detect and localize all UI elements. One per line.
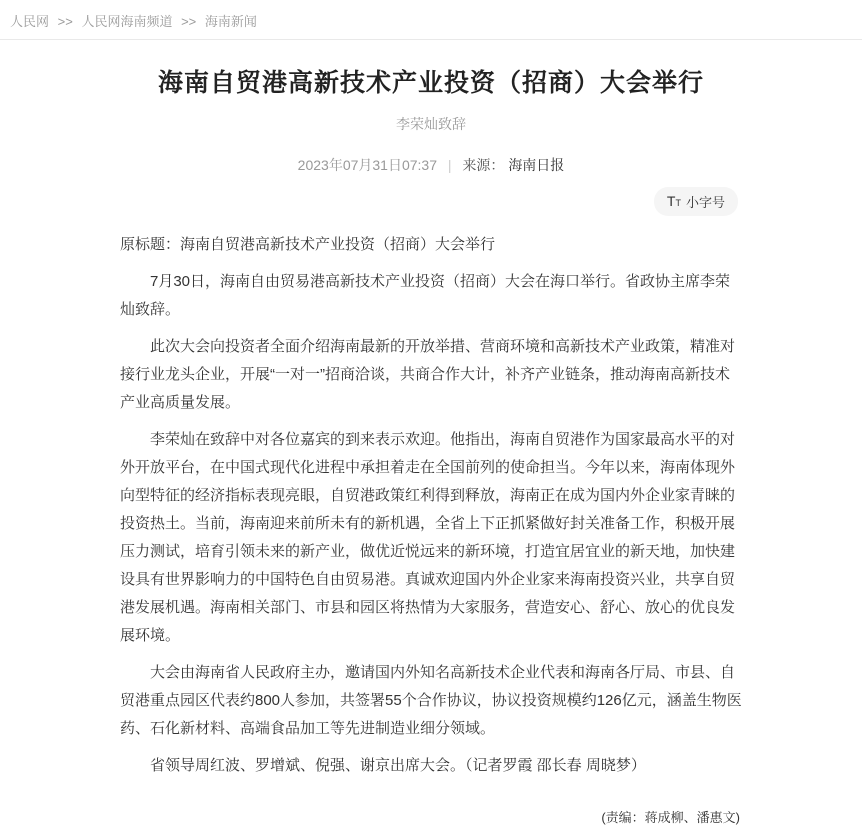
source-link[interactable]: 海南日报	[508, 156, 565, 173]
breadcrumb-separator: >>	[57, 14, 73, 29]
font-size-icon: TT	[666, 193, 681, 209]
publish-date: 2023年07月31日07:37	[297, 156, 437, 173]
paragraph: 7月30日，海南自由贸易港高新技术产业投资（招商）大会在海口举行。省政协主席李荣灿致辞。	[120, 272, 731, 318]
paragraph: 省领导周红波、罗增斌、倪强、谢京出席大会。（记者罗霞 邵长春 周晓梦）	[150, 756, 646, 774]
paragraph: 大会由海南省人民政府主办，邀请国内外知名高新技术企业代表和海南各厅局、市县、自贸港重点园区代表约800人参加，共签署55个合作协议，协议投资规模约126亿元，涵盖生物医药、石化新材料、高端食品加工等先进制造业细分领域。	[120, 663, 742, 737]
breadcrumb-link-hainan-channel[interactable]: 人民网海南频道	[81, 14, 173, 29]
article-container	[120, 67, 742, 826]
article-meta	[120, 155, 742, 175]
paragraph: 此次大会向投资者全面介绍海南最新的开放举措、营商环境和高新技术产业政策，精准对接行业龙头企业，开展“一对一”招商洽谈，共商合作大计，补齐产业链条，推动海南高新技术产业高质量发展。	[120, 337, 736, 411]
breadcrumb-link-hainan-news[interactable]: 海南新闻	[204, 14, 257, 29]
font-size-label: 小字号	[685, 194, 725, 210]
original-title: 原标题：海南自贸港高新技术产业投资（招商）大会举行	[120, 235, 496, 253]
breadcrumb-separator: >>	[181, 14, 197, 29]
article-subtitle: 李荣灿致辞	[396, 115, 466, 132]
top-divider	[0, 39, 862, 40]
page-title: 海南自贸港高新技术产业投资（招商）大会举行	[157, 69, 704, 97]
source-label: 来源：	[462, 156, 505, 173]
paragraph: 李荣灿在致辞中对各位嘉宾的到来表示欢迎。他指出，海南自贸港作为国家最高水平的对外开放平台，在中国式现代化进程中承担着走在全国前列的使命担当。今年以来，海南体现外向型特征的经济指标表现亮眼，自贸港政策红利得到释放，海南正在成为国内外企业家青睐的投资热土。当前，海南迎来前所未有的新机遇，全省上下正抓紧做好封关准备工作，积极开展压力测试，培育引领未来的新产业，做优近悦远来的新环境，打造宜居宜业的新天地，加快建设具有世界影响力的中国特色自由贸易港。真诚欢迎国内外企业家来海南投资兴业，共享自贸港发展机遇。海南相关部门、市县和园区将热情为大家服务，营造安心、舒心、放心的优良发展环境。	[120, 430, 736, 644]
meta-separator: |	[447, 156, 452, 173]
article-body	[120, 231, 742, 780]
breadcrumb-link-peoples-daily[interactable]: 人民网	[10, 14, 50, 29]
breadcrumb	[0, 0, 862, 39]
font-size-button[interactable]	[654, 187, 738, 216]
article-toolbar	[120, 187, 742, 216]
editor-note: (责编：蒋成柳、潘惠文)	[601, 809, 740, 825]
